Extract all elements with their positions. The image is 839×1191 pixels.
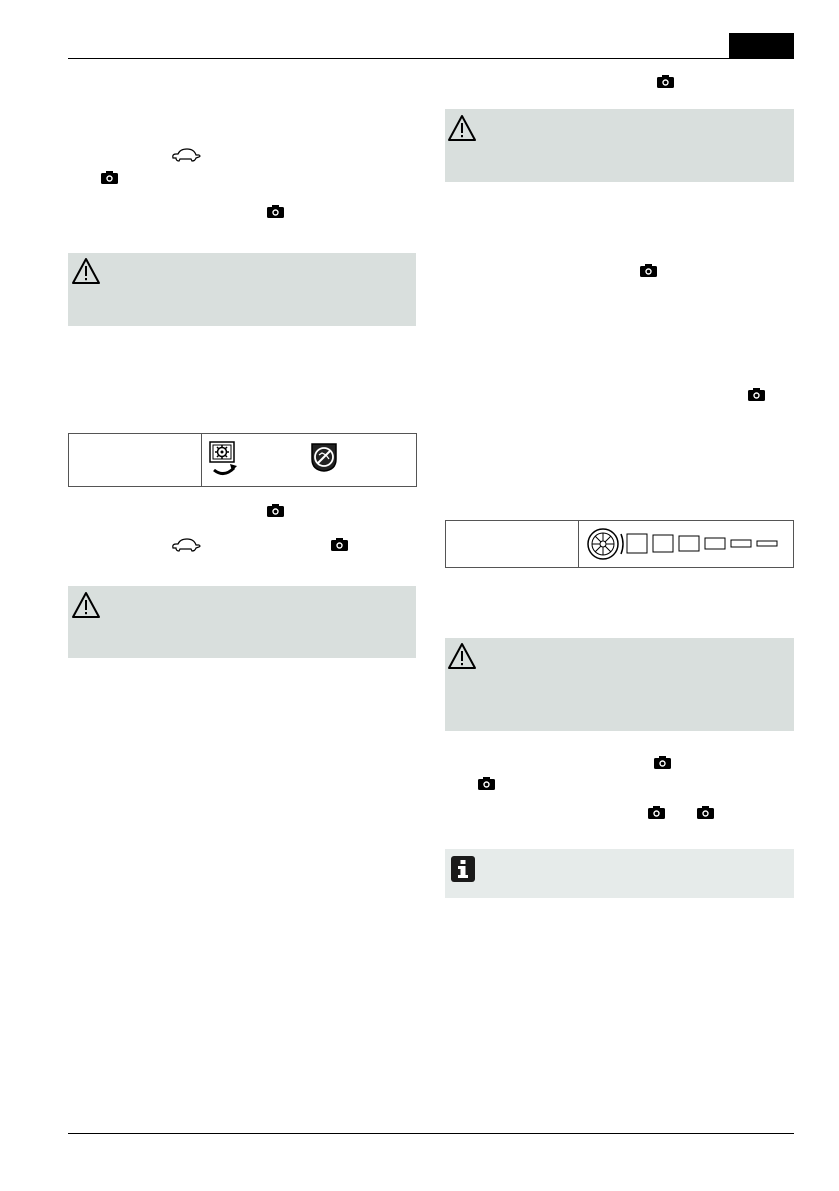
camera-icon [657,75,674,88]
camera-icon [648,806,665,819]
drum-segments-icon [585,526,790,562]
warning-box [68,586,416,658]
camera-icon [478,777,495,790]
warning-triangle-icon [71,591,101,619]
camera-icon [640,264,657,277]
spec-table-label-cell [69,434,202,487]
footer-rule [68,1133,794,1134]
spec-table-icon-cell [579,521,794,568]
camera-icon [331,538,348,551]
camera-icon [101,171,118,184]
warning-box [68,253,416,326]
camera-icon [748,388,765,401]
turtle-icon [170,537,202,553]
warning-box [445,109,794,182]
language-tab [729,33,794,58]
gear-rotate-icon [208,440,242,478]
turtle-icon [170,147,202,163]
warning-triangle-icon [71,257,101,285]
camera-icon [697,806,714,819]
camera-icon [654,756,671,769]
info-icon [451,856,475,882]
camera-icon [267,205,284,218]
prohibited-drive-icon [308,441,340,473]
spec-table [445,520,794,568]
warning-triangle-icon [447,114,477,142]
spec-table-icon-cell [202,434,417,487]
header-rule [68,58,794,59]
camera-icon [267,504,284,517]
spec-table [68,433,417,487]
spec-table-label-cell [446,521,579,568]
warning-triangle-icon [447,642,477,670]
info-box [445,849,794,898]
warning-box [445,638,794,731]
